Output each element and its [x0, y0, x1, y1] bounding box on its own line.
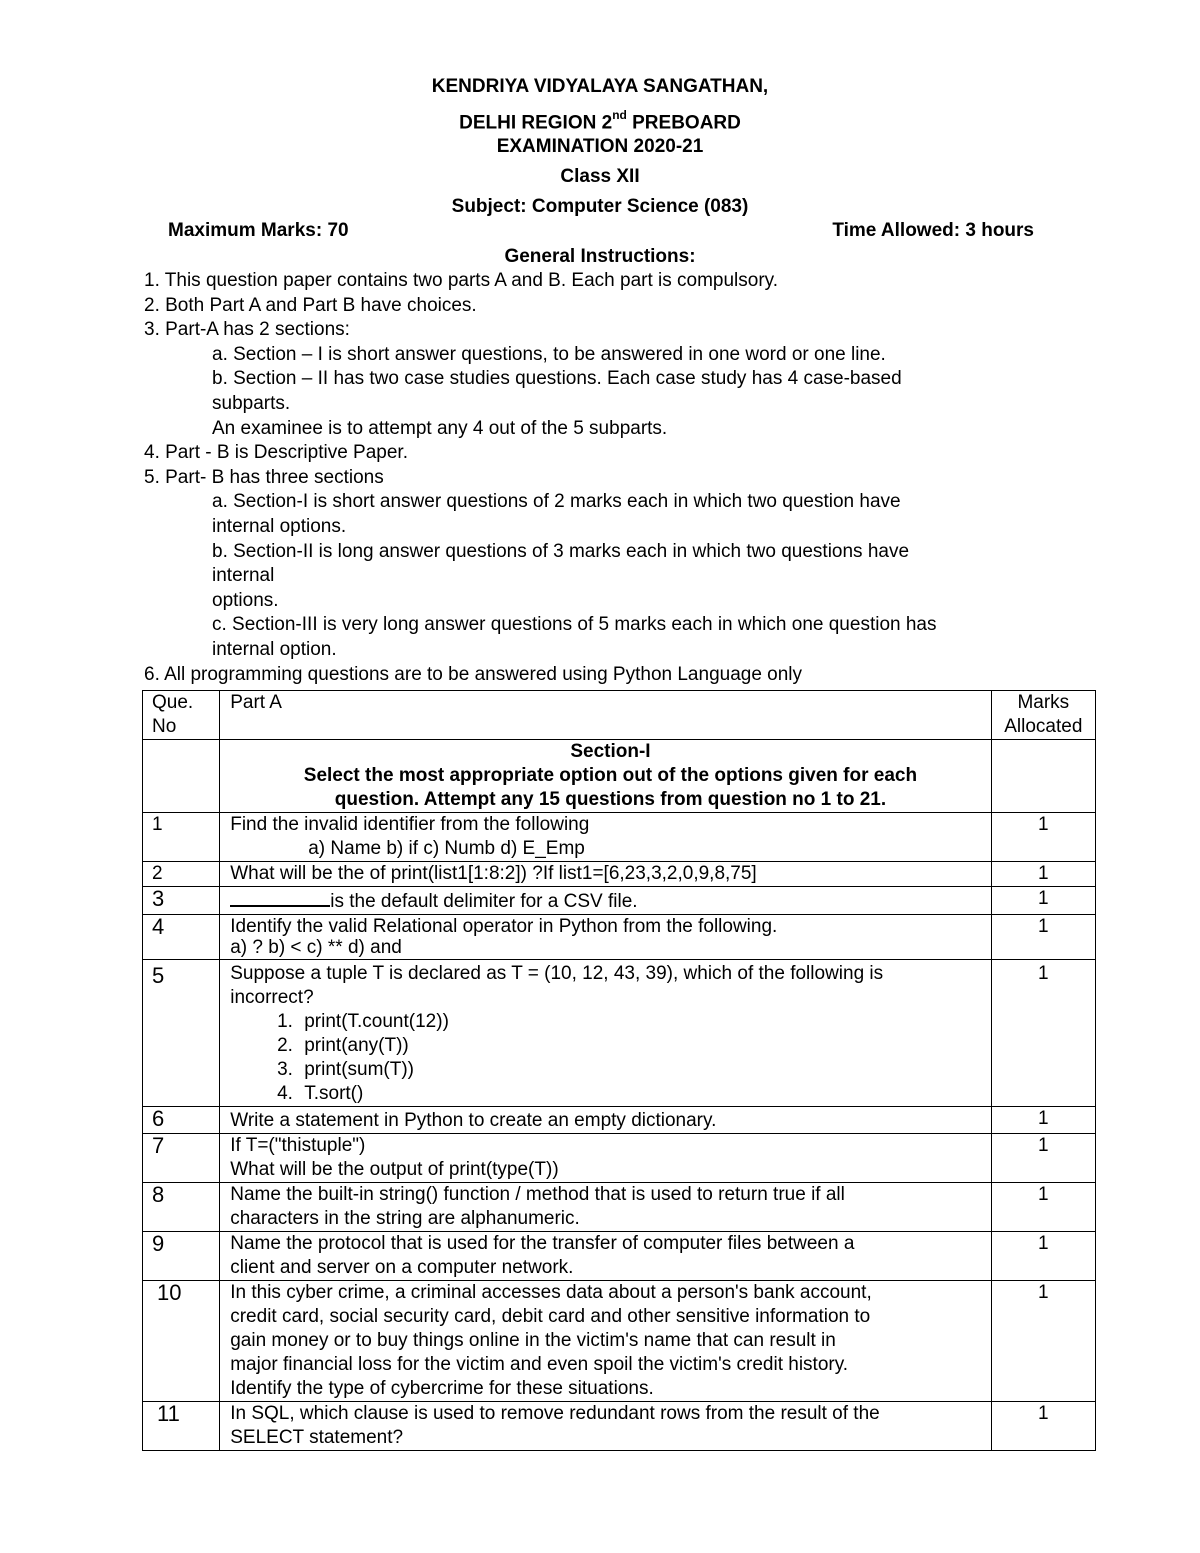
question-line: Name the protocol that is used for the transfer of computer files between a: [230, 1233, 855, 1254]
question-options: a) Name b) if c) Numb d) E_Emp: [308, 838, 585, 859]
header-line-3: EXAMINATION 2020-21: [496, 136, 704, 157]
list-item: 1. print(T.count(12)): [298, 1010, 990, 1034]
instruction-5a-line-1: a. Section-I is short answer questions of 2 marks each in which two question have: [212, 491, 901, 513]
question-marks: 1: [991, 915, 1095, 960]
instruction-4: 4. Part - B is Descriptive Paper.: [144, 442, 408, 464]
header-part: Part A: [220, 691, 991, 740]
header-line-2-pre: DELHI REGION 2: [459, 112, 613, 134]
header-marks-line-1: Marks: [1017, 692, 1070, 713]
question-text: [220, 915, 991, 960]
question-line: Find the invalid identifier from the following: [230, 814, 590, 835]
list-item: 3. print(sum(T)): [298, 1058, 990, 1082]
table-row: [143, 1402, 1096, 1451]
table-row: [143, 887, 1096, 915]
question-text: [220, 1402, 991, 1451]
question-line: Identify the type of cybercrime for these situations.: [230, 1378, 654, 1399]
question-line: characters in the string are alphanumeric.: [230, 1208, 580, 1229]
question-marks: 1: [991, 1183, 1095, 1232]
section-heading: [220, 740, 991, 813]
header-line-4: Class XII: [560, 166, 640, 187]
question-marks: 1: [991, 1107, 1095, 1134]
question-number: 5: [143, 960, 220, 1107]
header-marks-line-2: Allocated: [1004, 716, 1083, 737]
question-marks: 1: [991, 1281, 1095, 1402]
header-que-no-line-1: Que.: [152, 692, 194, 713]
header-line-2-post: PREBOARD: [626, 112, 741, 134]
maximum-marks: Maximum Marks: 70: [168, 220, 349, 241]
question-line: SELECT statement?: [230, 1427, 404, 1448]
question-line: Suppose a tuple T is declared as T = (10, 12, 43, 39), which of the following is: [230, 963, 884, 984]
question-text: [220, 1232, 991, 1281]
question-marks: 1: [991, 813, 1095, 862]
instruction-1: 1. This question paper contains two parts A and B. Each part is compulsory.: [144, 270, 779, 291]
question-text: [220, 1281, 991, 1402]
table-row: [143, 1232, 1096, 1281]
table-row: [143, 1134, 1096, 1183]
question-number: 7: [143, 1134, 220, 1183]
question-text: [220, 887, 991, 915]
header-line-2: [0, 102, 1200, 132]
question-line: client and server on a computer network.: [230, 1257, 574, 1278]
section-title: Section-I: [570, 741, 651, 762]
question-line: In SQL, which clause is used to remove redundant rows from the result of the: [230, 1403, 880, 1424]
question-line: major financial loss for the victim and even spoil the victim's credit history.: [230, 1354, 849, 1375]
question-marks: 1: [991, 887, 1095, 915]
question-text: Write a statement in Python to create an empty dictionary.: [220, 1107, 991, 1134]
question-text: What will be the of print(list1[1:8:2]) ?If list1=[6,23,3,2,0,9,8,75]: [220, 862, 991, 887]
question-number: 4: [143, 915, 220, 960]
instruction-3a: a. Section – I is short answer questions, to be answered in one word or one line.: [212, 343, 886, 365]
table-row: [143, 1281, 1096, 1402]
instruction-2: 2. Both Part A and Part B have choices.: [144, 294, 477, 316]
exam-header: [0, 72, 1200, 222]
table-row: [143, 960, 1096, 1107]
instruction-5c-line-2: internal option.: [212, 638, 337, 660]
question-text: [220, 960, 991, 1107]
instruction-5b-line-3: options.: [212, 589, 279, 611]
instruction-3: 3. Part-A has 2 sections:: [144, 319, 350, 341]
question-number: 11: [143, 1402, 220, 1451]
instruction-5b-line-1: b. Section-II is long answer questions of 3 marks each in which two questions have: [212, 540, 910, 562]
question-marks: 1: [991, 1232, 1095, 1281]
header-line-5: Subject: Computer Science (083): [451, 196, 749, 217]
table-row: [143, 915, 1096, 960]
list-item: 2. print(any(T)): [298, 1034, 990, 1058]
instructions-list: [144, 269, 1094, 687]
question-line: Identify the valid Relational operator in Python from the following.: [230, 916, 778, 937]
question-text: [220, 813, 991, 862]
instruction-3b-line-3: An examinee is to attempt any 4 out of the 5 subparts.: [212, 417, 668, 439]
header-que-no: [143, 691, 220, 740]
question-marks: 1: [991, 1134, 1095, 1183]
section-instruction-line-1: Select the most appropriate option out of the options given for each: [303, 765, 918, 786]
question-number: 2: [143, 862, 220, 887]
instruction-5: 5. Part- B has three sections: [144, 466, 384, 488]
question-number: 9: [143, 1232, 220, 1281]
table-header-row: [143, 691, 1096, 740]
question-marks: 1: [991, 960, 1095, 1107]
instruction-3b-line-2: subparts.: [212, 392, 291, 414]
table-row: [143, 862, 1096, 887]
question-marks: 1: [991, 1402, 1095, 1451]
question-line: In this cyber crime, a criminal accesses data about a person's bank account,: [230, 1282, 872, 1303]
instruction-6: 6. All programming questions are to be answered using Python Language only: [144, 663, 803, 685]
option-list: [230, 1010, 990, 1106]
instruction-5b-line-2: internal: [212, 565, 275, 587]
time-allowed: Time Allowed: 3 hours: [832, 220, 1034, 241]
answer-blank: [230, 887, 330, 907]
question-number: 6: [143, 1107, 220, 1134]
table-row: [143, 813, 1096, 862]
header-marks: [991, 691, 1095, 740]
question-number: 8: [143, 1183, 220, 1232]
question-options: a) ? b) < c) ** d) and: [230, 937, 402, 958]
header-line-2-sup: nd: [612, 108, 627, 122]
general-instructions-title: General Instructions:: [504, 246, 696, 267]
question-line: What will be the output of print(type(T)): [230, 1159, 559, 1180]
question-text: [220, 1183, 991, 1232]
section-instruction-line-2: question. Attempt any 15 questions from question no 1 to 21.: [334, 789, 887, 810]
question-line: credit card, social security card, debit card and other sensitive information to: [230, 1306, 871, 1327]
question-line: gain money or to buy things online in the victim's name that can result in: [230, 1330, 836, 1351]
question-line: incorrect?: [230, 987, 314, 1008]
question-line: Name the built-in string() function / method that is used to return true if all: [230, 1184, 845, 1205]
header-line-1: KENDRIYA VIDYALAYA SANGATHAN,: [431, 76, 769, 97]
question-line: is the default delimiter for a CSV file.: [330, 891, 638, 912]
question-number: 1: [143, 813, 220, 862]
question-number: 10: [143, 1281, 220, 1402]
instruction-3b-line-1: b. Section – II has two case studies questions. Each case study has 4 case-based: [212, 368, 902, 390]
instruction-5c-line-1: c. Section-III is very long answer questions of 5 marks each in which one question has: [212, 614, 937, 636]
instruction-5a-line-2: internal options.: [212, 515, 347, 537]
table-row: [143, 1107, 1096, 1134]
question-number: 3: [143, 887, 220, 915]
table-row: [143, 1183, 1096, 1232]
marks-time-row: [168, 218, 1034, 244]
question-line: If T=("thistuple"): [230, 1135, 366, 1156]
header-que-no-line-2: No: [152, 716, 177, 737]
question-marks: 1: [991, 862, 1095, 887]
questions-table: [142, 690, 1096, 1451]
question-text: [220, 1134, 991, 1183]
list-item: 4. T.sort(): [298, 1082, 990, 1106]
section-header-row: [143, 740, 1096, 813]
